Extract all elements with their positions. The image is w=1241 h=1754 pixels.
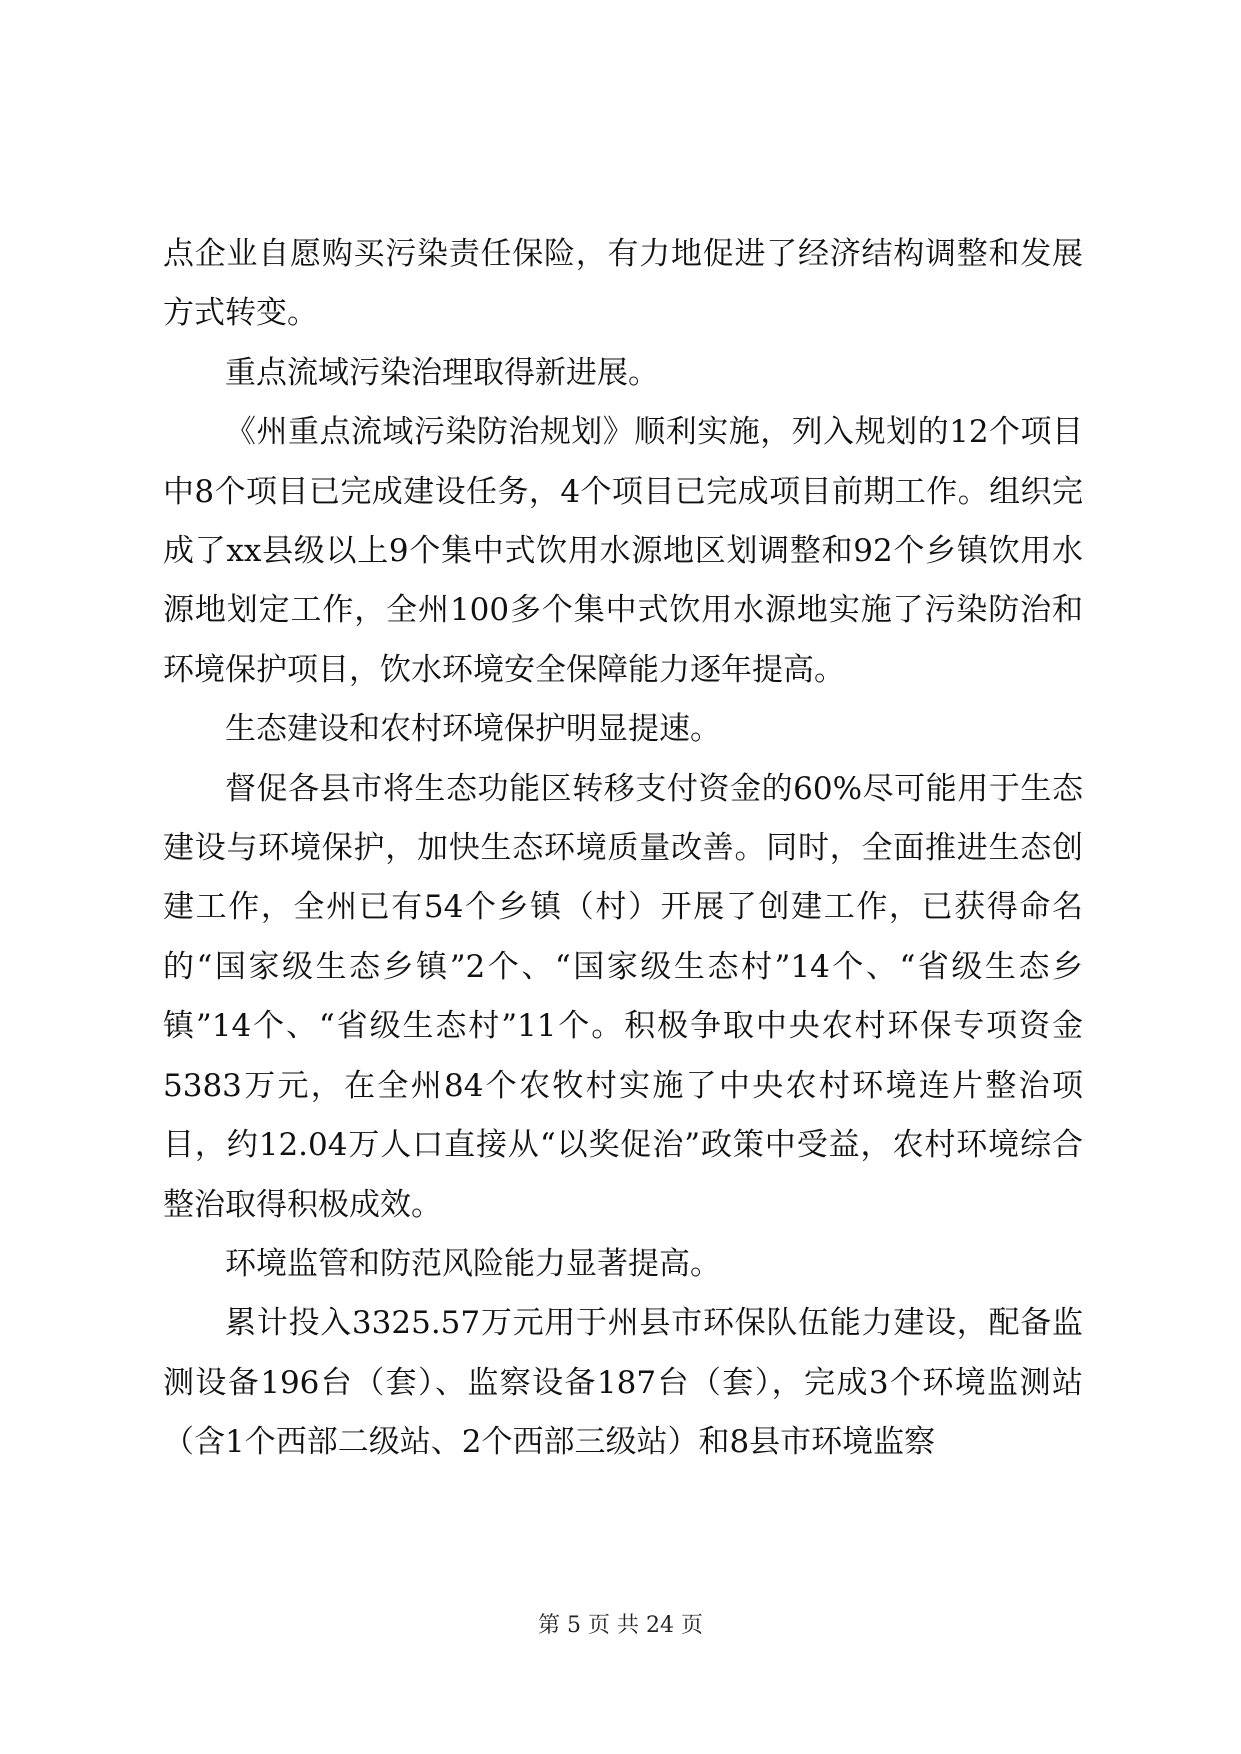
section-heading: 生态建设和农村环境保护明显提速。 bbox=[225, 711, 721, 748]
section-heading: 环境监管和防范风险能力显著提高。 bbox=[225, 1245, 721, 1282]
paragraph: 《州重点流域污染防治规划》顺利实施，列入规划的12个项目中8个项目已完成建设任务，4个项目已完成项目前期工作。组织完成了xx县级以上9个集中式饮用水源地区划调整和92个乡镇饮用水源地划定工作，全州100多个集中式饮用水源地实施了污染防治和环境保护项目，饮水环境安全保障能力逐年提高。 bbox=[163, 414, 1083, 688]
paragraph: 点企业自愿购买污染责任保险，有力地促进了经济结构调整和发展方式转变。 bbox=[163, 236, 1083, 332]
body-text bbox=[163, 225, 1083, 1473]
page-number-footer: 第 5 页 共 24 页 bbox=[538, 1613, 703, 1638]
section-heading: 重点流域污染治理取得新进展。 bbox=[225, 354, 659, 391]
paragraph: 督促各县市将生态功能区转移支付资金的60%尽可能用于生态建设与环境保护，加快生态环境质量改善。同时，全面推进生态创建工作，全州已有54个乡镇（村）开展了创建工作，已获得命名的“国家级生态乡镇”2个、“国家级生态村”14个、“省级生态乡镇”14个、“省级生态村”11个。积极争取中央农村环保专项资金5383万元，在全州84个农牧村实施了中央农村环境连片整治项目，约12.04万人口直接从“以奖促治”政策中受益，农村环境综合整治取得积极成效。 bbox=[163, 770, 1083, 1223]
paragraph: 累计投入3325.57万元用于州县市环保队伍能力建设，配备监测设备196台（套）、监察设备187台（套），完成3个环境监测站（含1个西部二级站、2个西部三级站）和8县市环境监察 bbox=[163, 1305, 1083, 1461]
